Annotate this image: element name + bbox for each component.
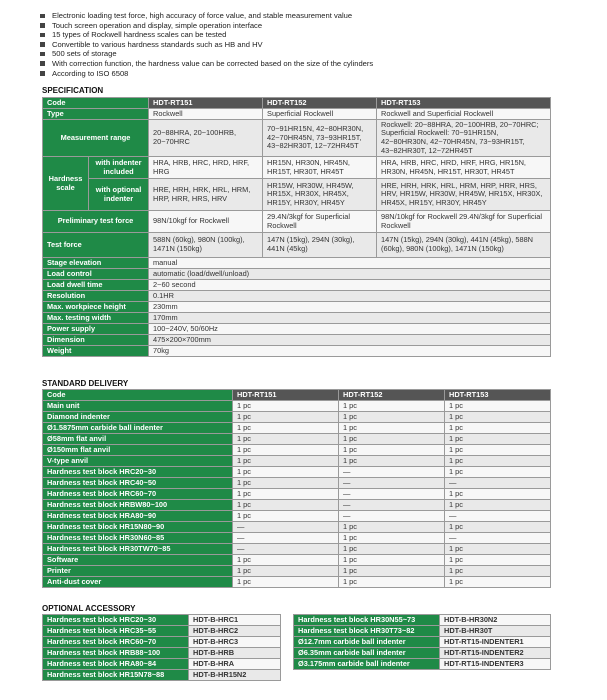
delivery-qty: 1 pc <box>233 577 339 588</box>
delivery-row <box>43 500 551 511</box>
spec-label: Hardness scale <box>43 157 89 211</box>
accessory-item: Ø6.35mm carbide ball indenter <box>294 648 440 659</box>
delivery-qty: 1 pc <box>339 434 445 445</box>
accessory-code: HDT-B-HRA <box>189 659 281 670</box>
delivery-qty: 1 pc <box>233 401 339 412</box>
delivery-item-label: Hardness test block HR30N60~85 <box>43 533 233 544</box>
delivery-qty: 1 pc <box>445 577 551 588</box>
delivery-qty: — <box>233 522 339 533</box>
delivery-qty: 1 pc <box>339 566 445 577</box>
feature-item: Convertible to various hardness standards such as HB and HV <box>40 40 607 50</box>
spec-row-common <box>43 324 551 335</box>
delivery-row <box>43 544 551 555</box>
accessory-row <box>294 637 551 648</box>
spec-value: 20~88HRA, 20~100HRB, 20~70HRC <box>149 120 263 157</box>
delivery-qty: 1 pc <box>233 423 339 434</box>
optional-accessory-title: OPTIONAL ACCESSORY <box>42 604 136 613</box>
spec-row-common <box>43 291 551 302</box>
spec-value: HRA, HRB, HRC, HRD, HRF, HRG, HR15N, HR30N, HR45N, HR15T, HR30T, HR45T <box>377 157 551 179</box>
spec-label: Test force <box>43 233 149 258</box>
delivery-qty: 1 pc <box>339 401 445 412</box>
delivery-body <box>43 401 551 588</box>
delivery-row <box>43 467 551 478</box>
delivery-row <box>43 522 551 533</box>
spec-value: Rockwell <box>149 109 263 120</box>
accessory-item: Hardness test block HR30N55~73 <box>294 615 440 626</box>
delivery-item-label: Hardness test block HR30TW70~85 <box>43 544 233 555</box>
delivery-qty: 1 pc <box>339 533 445 544</box>
delivery-row <box>43 423 551 434</box>
accessory-code: HDT-B-HRC2 <box>189 626 281 637</box>
accessory-row <box>294 615 551 626</box>
spec-label: Power supply <box>43 324 149 335</box>
accessory-item: Hardness test block HRA80~84 <box>43 659 189 670</box>
delivery-qty: 1 pc <box>445 489 551 500</box>
accessory-row <box>43 615 281 626</box>
delivery-row <box>43 533 551 544</box>
spec-label: Max. testing width <box>43 313 149 324</box>
spec-value: 70~91HR15N, 42~80HR30N, 42~70HR45N, 73~93HR15T, 43~82HR30T, 12~72HR45T <box>263 120 377 157</box>
spec-value: 100~240V, 50/60Hz <box>149 324 551 335</box>
delivery-qty: 1 pc <box>339 412 445 423</box>
spec-row-common <box>43 280 551 291</box>
delivery-qty: 1 pc <box>233 434 339 445</box>
accessory-row <box>43 670 281 681</box>
feature-item: 500 sets of storage <box>40 49 607 59</box>
delivery-qty: 1 pc <box>339 577 445 588</box>
spec-row-type <box>43 109 551 120</box>
delivery-header-model: HDT-RT151 <box>233 390 339 401</box>
spec-value: 98N/10kgf for Rockwell 29.4N/3kgf for Superficial Rockwell <box>377 211 551 233</box>
delivery-item-label: Hardness test block HRC20~30 <box>43 467 233 478</box>
accessory-row <box>43 637 281 648</box>
delivery-qty: 1 pc <box>233 445 339 456</box>
delivery-qty: 1 pc <box>233 511 339 522</box>
spec-label: Preliminary test force <box>43 211 149 233</box>
delivery-header-model: HDT-RT153 <box>445 390 551 401</box>
delivery-qty: — <box>339 489 445 500</box>
delivery-row <box>43 555 551 566</box>
delivery-qty: — <box>233 533 339 544</box>
delivery-row <box>43 412 551 423</box>
accessory-item: Hardness test block HRB88~100 <box>43 648 189 659</box>
specification-title: SPECIFICATION <box>42 86 104 95</box>
delivery-qty: 1 pc <box>445 467 551 478</box>
delivery-qty: — <box>233 544 339 555</box>
specification-table <box>42 97 551 357</box>
delivery-qty: 1 pc <box>445 566 551 577</box>
delivery-qty: — <box>339 467 445 478</box>
delivery-header-model: HDT-RT152 <box>339 390 445 401</box>
delivery-qty: 1 pc <box>445 445 551 456</box>
spec-value: HRE, HRH, HRK, HRL, HRM, HRP, HRR, HRS, HRV <box>149 179 263 211</box>
feature-list <box>0 0 607 78</box>
delivery-row <box>43 566 551 577</box>
optional-right-body <box>294 615 551 670</box>
accessory-code: HDT-B-HR15N2 <box>189 670 281 681</box>
delivery-row <box>43 577 551 588</box>
spec-header-model: HDT-RT153 <box>377 98 551 109</box>
accessory-code: HDT-B-HR30T <box>440 626 551 637</box>
accessory-item: Hardness test block HRC60~70 <box>43 637 189 648</box>
delivery-item-label: Software <box>43 555 233 566</box>
spec-value: 588N (60kg), 980N (100kg), 1471N (150kg) <box>149 233 263 258</box>
spec-value: 2~60 second <box>149 280 551 291</box>
delivery-qty: 1 pc <box>233 566 339 577</box>
feature-item: With correction function, the hardness value can be corrected based on the size of the cylinders <box>40 59 607 69</box>
delivery-item-label: Diamond indenter <box>43 412 233 423</box>
delivery-qty: 1 pc <box>233 555 339 566</box>
feature-item: 15 types of Rockwell hardness scales can be tested <box>40 30 607 40</box>
spec-value: HRA, HRB, HRC, HRD, HRF, HRG <box>149 157 263 179</box>
delivery-header-code: Code <box>43 390 233 401</box>
spec-value: 475×200×700mm <box>149 335 551 346</box>
delivery-row <box>43 434 551 445</box>
delivery-qty: 1 pc <box>339 544 445 555</box>
feature-item: Electronic loading test force, high accuracy of force value, and stable measurement value <box>40 11 607 21</box>
spec-value: HR15W, HR30W, HR45W, HR15X, HR30X, HR45X, HR15Y, HR30Y, HR45Y <box>263 179 377 211</box>
optional-accessory-table-right <box>293 614 551 670</box>
delivery-item-label: Hardness test block HRA80~90 <box>43 511 233 522</box>
delivery-item-label: Hardness test block HRBW80~100 <box>43 500 233 511</box>
delivery-qty: 1 pc <box>445 412 551 423</box>
spec-label: Load dwell time <box>43 280 149 291</box>
spec-value: automatic (load/dwell/unload) <box>149 269 551 280</box>
spec-value: HR15N, HR30N, HR45N, HR15T, HR30T, HR45T <box>263 157 377 179</box>
spec-label: Load control <box>43 269 149 280</box>
spec-label: Measurement range <box>43 120 149 157</box>
delivery-qty: 1 pc <box>445 555 551 566</box>
delivery-qty: 1 pc <box>445 500 551 511</box>
spec-value: 98N/10kgf for Rockwell <box>149 211 263 233</box>
delivery-item-label: Anti-dust cover <box>43 577 233 588</box>
delivery-qty: — <box>339 478 445 489</box>
accessory-code: HDT-B-HRB <box>189 648 281 659</box>
spec-row-measurement-range <box>43 120 551 157</box>
delivery-item-label: Hardness test block HRC60~70 <box>43 489 233 500</box>
delivery-qty: 1 pc <box>445 423 551 434</box>
accessory-row <box>43 659 281 670</box>
delivery-qty: 1 pc <box>233 467 339 478</box>
feature-item: According to ISO 6508 <box>40 69 607 79</box>
delivery-qty: — <box>445 511 551 522</box>
delivery-qty: — <box>445 478 551 489</box>
accessory-item: Hardness test block HRC35~55 <box>43 626 189 637</box>
spec-label: Stage elevation <box>43 258 149 269</box>
spec-header-code: Code <box>43 98 149 109</box>
accessory-code: HDT-B-HRC1 <box>189 615 281 626</box>
standard-delivery-title: STANDARD DELIVERY <box>42 379 129 388</box>
spec-row-hardness-optional <box>43 179 551 211</box>
spec-value: manual <box>149 258 551 269</box>
accessory-code: HDT-B-HRC3 <box>189 637 281 648</box>
accessory-item: Hardness test block HRC20~30 <box>43 615 189 626</box>
spec-header-model: HDT-RT152 <box>263 98 377 109</box>
delivery-row <box>43 401 551 412</box>
accessory-row <box>294 648 551 659</box>
spec-row-preliminary-force <box>43 211 551 233</box>
spec-header-row <box>43 98 551 109</box>
delivery-qty: 1 pc <box>445 434 551 445</box>
spec-value: 170mm <box>149 313 551 324</box>
accessory-item: Hardness test block HR30T73~82 <box>294 626 440 637</box>
delivery-qty: 1 pc <box>339 555 445 566</box>
spec-row-common <box>43 269 551 280</box>
delivery-item-label: Printer <box>43 566 233 577</box>
spec-value: 230mm <box>149 302 551 313</box>
standard-delivery-table <box>42 389 551 588</box>
spec-label: Type <box>43 109 149 120</box>
delivery-item-label: Ø58mm flat anvil <box>43 434 233 445</box>
delivery-qty: 1 pc <box>339 522 445 533</box>
accessory-code: HDT-RT15-INDENTER1 <box>440 637 551 648</box>
accessory-item: Ø3.175mm carbide ball indenter <box>294 659 440 670</box>
spec-sublabel: with indenter included <box>89 157 149 179</box>
optional-accessory-table-left <box>42 614 281 681</box>
optional-left-body <box>43 615 281 681</box>
delivery-qty: 1 pc <box>233 456 339 467</box>
spec-row-hardness-indenter <box>43 157 551 179</box>
spec-value: 147N (15kg), 294N (30kg), 441N (45kg) <box>263 233 377 258</box>
delivery-item-label: Main unit <box>43 401 233 412</box>
accessory-item: Hardness test block HR15N78~88 <box>43 670 189 681</box>
spec-value: 29.4N/3kgf for Superficial Rockwell <box>263 211 377 233</box>
spec-row-common <box>43 258 551 269</box>
delivery-qty: — <box>339 500 445 511</box>
delivery-qty: 1 pc <box>445 401 551 412</box>
delivery-row <box>43 456 551 467</box>
spec-value: Rockwell: 20~88HRA, 20~100HRB, 20~70HRC; Superficial Rockwell: 70~91HR15N, 42~80HR30N, 42~70HR45N, 73~93HR15T, 43~82HR30T, 12~72HR45T <box>377 120 551 157</box>
delivery-qty: 1 pc <box>339 445 445 456</box>
spec-value: 147N (15kg), 294N (30kg), 441N (45kg), 588N (60kg), 980N (100kg), 1471N (150kg) <box>377 233 551 258</box>
spec-label: Max. workpiece height <box>43 302 149 313</box>
delivery-qty: 1 pc <box>339 423 445 434</box>
delivery-qty: — <box>339 511 445 522</box>
delivery-header-row <box>43 390 551 401</box>
delivery-row <box>43 489 551 500</box>
accessory-row <box>294 626 551 637</box>
accessory-code: HDT-RT15-INDENTER3 <box>440 659 551 670</box>
delivery-qty: 1 pc <box>339 456 445 467</box>
delivery-item-label: Ø1.5875mm carbide ball indenter <box>43 423 233 434</box>
delivery-qty: 1 pc <box>445 456 551 467</box>
delivery-row <box>43 445 551 456</box>
delivery-item-label: Hardness test block HRC40~50 <box>43 478 233 489</box>
spec-row-common <box>43 335 551 346</box>
delivery-qty: 1 pc <box>233 489 339 500</box>
spec-row-common <box>43 313 551 324</box>
accessory-code: HDT-RT15-INDENTER2 <box>440 648 551 659</box>
spec-row-common <box>43 302 551 313</box>
delivery-row <box>43 478 551 489</box>
delivery-qty: 1 pc <box>233 412 339 423</box>
spec-value: 0.1HR <box>149 291 551 302</box>
delivery-qty: 1 pc <box>233 478 339 489</box>
spec-label: Resolution <box>43 291 149 302</box>
accessory-row <box>43 648 281 659</box>
spec-header-model: HDT-RT151 <box>149 98 263 109</box>
delivery-item-label: Hardness test block HR15N80~90 <box>43 522 233 533</box>
delivery-qty: 1 pc <box>445 544 551 555</box>
spec-sublabel: with optional indenter <box>89 179 149 211</box>
delivery-qty: 1 pc <box>445 522 551 533</box>
accessory-row <box>43 626 281 637</box>
accessory-item: Ø12.7mm carbide ball indenter <box>294 637 440 648</box>
accessory-code: HDT-B-HR30N2 <box>440 615 551 626</box>
spec-value: HRE, HRH, HRK, HRL, HRM, HRP, HRR, HRS, HRV, HR15W, HR30W, HR45W, HR15X, HR30X, HR45X, HR15Y, HR30Y, HR45Y <box>377 179 551 211</box>
delivery-qty: 1 pc <box>233 500 339 511</box>
accessory-row <box>294 659 551 670</box>
delivery-item-label: Ø150mm flat anvil <box>43 445 233 456</box>
spec-label: Dimension <box>43 335 149 346</box>
spec-row-test-force <box>43 233 551 258</box>
delivery-row <box>43 511 551 522</box>
spec-value: Rockwell and Superficial Rockwell <box>377 109 551 120</box>
spec-value: Superficial Rockwell <box>263 109 377 120</box>
spec-label: Weight <box>43 346 149 357</box>
spec-value: 70kg <box>149 346 551 357</box>
delivery-item-label: V-type anvil <box>43 456 233 467</box>
spec-row-common <box>43 346 551 357</box>
delivery-qty: — <box>445 533 551 544</box>
feature-item: Touch screen operation and display, simple operation interface <box>40 21 607 31</box>
